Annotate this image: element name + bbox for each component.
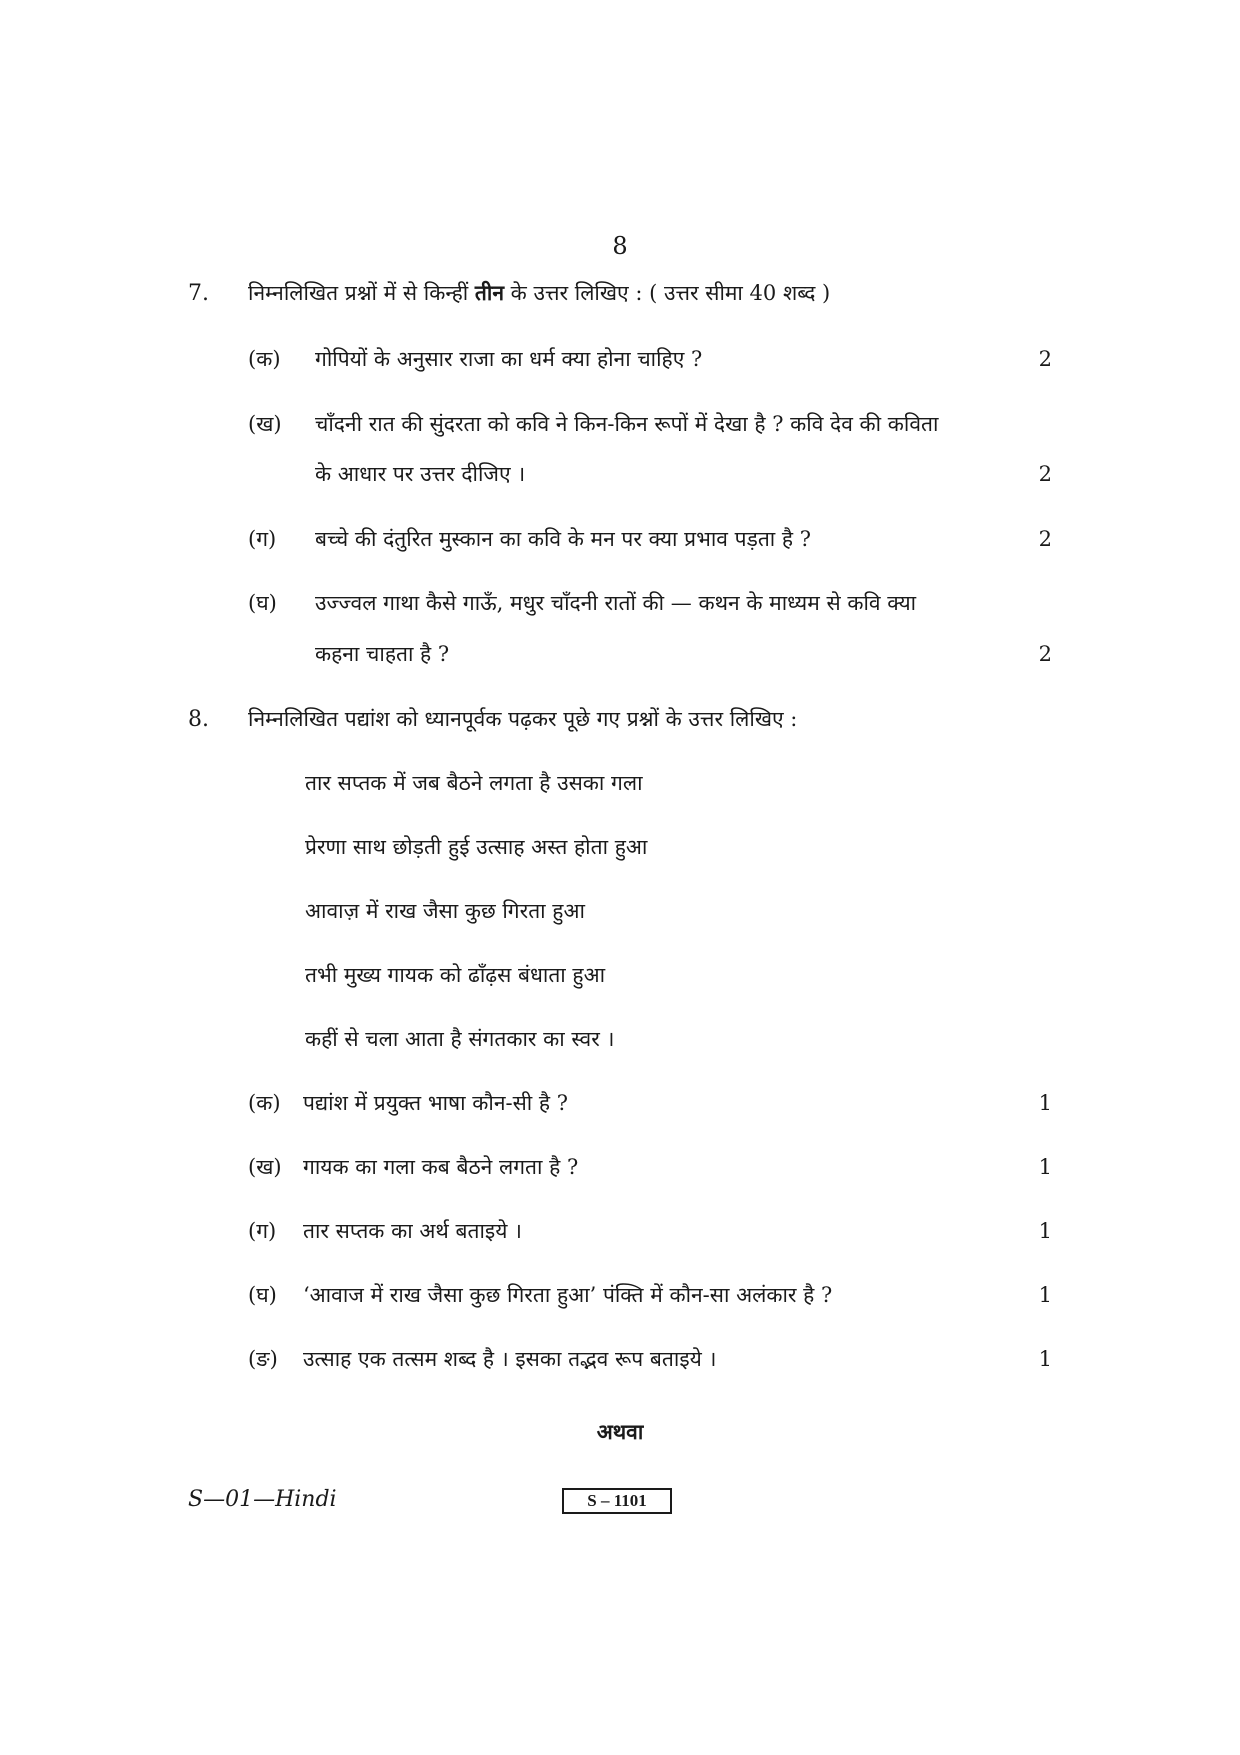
verse-line: तभी मुख्य गायक को ढाँढ़स बंधाता हुआ — [305, 963, 606, 987]
q8-item-marks: 1 — [1038, 1283, 1052, 1307]
q7-item-marks: 2 — [1038, 527, 1052, 551]
q8-item-label: (ख) — [248, 1155, 282, 1179]
verse-line: प्रेरणा साथ छोड़ती हुई उत्साह अस्त होता हुआ — [305, 835, 648, 859]
q7-item-marks: 2 — [1038, 462, 1052, 486]
q7-item-marks: 2 — [1038, 642, 1052, 666]
question-7-prompt-before: निम्नलिखित प्रश्नों में से किन्हीं — [248, 281, 469, 305]
question-7-prompt-bold: तीन — [474, 280, 504, 305]
q8-item-text: ‘आवाज में राख जैसा कुछ गिरता हुआ’ पंक्ति में कौन-सा अलंकार है ? — [303, 1283, 833, 1307]
verse-line: कहीं से चला आता है संगतकार का स्वर । — [305, 1027, 615, 1051]
q8-item-marks: 1 — [1038, 1091, 1052, 1115]
question-7-prompt-after: के उत्तर लिखिए : ( उत्तर सीमा 40 शब्द ) — [510, 281, 831, 305]
verse-line: आवाज़ में राख जैसा कुछ गिरता हुआ — [305, 899, 585, 923]
q8-item-label: (ङ) — [248, 1347, 278, 1371]
q8-item-label: (क) — [248, 1091, 281, 1115]
q8-item-marks: 1 — [1038, 1219, 1052, 1243]
q8-item-text: उत्साह एक तत्सम शब्द है । इसका तद्भव रूप बताइये । — [303, 1347, 717, 1371]
q7-item-marks: 2 — [1038, 347, 1052, 371]
verse-line: तार सप्तक में जब बैठने लगता है उसका गला — [305, 771, 643, 795]
q8-item-label: (ग) — [248, 1219, 277, 1243]
q7-item-label: (घ) — [248, 591, 277, 615]
footer-paper-code: S—01—Hindi — [188, 1487, 337, 1512]
q7-item-label: (ग) — [248, 527, 277, 551]
q7-item-text: चाँदनी रात की सुंदरता को कवि ने किन-किन रूपों में देखा है ? कवि देव की कविता — [315, 412, 939, 436]
athava-heading: अथवा — [596, 1419, 644, 1444]
q8-item-marks: 1 — [1038, 1347, 1052, 1371]
q7-item-text: उज्ज्वल गाथा कैसे गाऊँ, मधुर चाँदनी रातों की — कथन के माध्यम से कवि क्या — [315, 591, 917, 615]
question-7-number: 7. — [188, 281, 209, 306]
q7-item-label: (क) — [248, 347, 281, 371]
q8-item-text: गायक का गला कब बैठने लगता है ? — [303, 1155, 579, 1179]
q7-item-label: (ख) — [248, 412, 282, 436]
q7-item-text-continued: कहना चाहता है ? — [315, 642, 450, 666]
q8-item-marks: 1 — [1038, 1155, 1052, 1179]
q8-item-text: पद्यांश में प्रयुक्त भाषा कौन-सी है ? — [303, 1091, 568, 1115]
question-8-prompt: निम्नलिखित पद्यांश को ध्यानपूर्वक पढ़कर पूछे गए प्रश्नों के उत्तर लिखिए : — [248, 707, 798, 731]
q8-item-text: तार सप्तक का अर्थ बताइये । — [303, 1219, 523, 1243]
q7-item-text-continued: के आधार पर उत्तर दीजिए । — [315, 462, 526, 486]
footer-series-box: S – 1101 — [562, 1488, 672, 1514]
page-number: 8 — [612, 232, 628, 260]
question-7-prompt — [248, 279, 830, 307]
question-8-number: 8. — [188, 707, 209, 732]
q7-item-text: गोपियों के अनुसार राजा का धर्म क्या होना चाहिए ? — [315, 347, 703, 371]
q7-item-text: बच्चे की दंतुरित मुस्कान का कवि के मन पर क्या प्रभाव पड़ता है ? — [315, 527, 811, 551]
q8-item-label: (घ) — [248, 1283, 277, 1307]
